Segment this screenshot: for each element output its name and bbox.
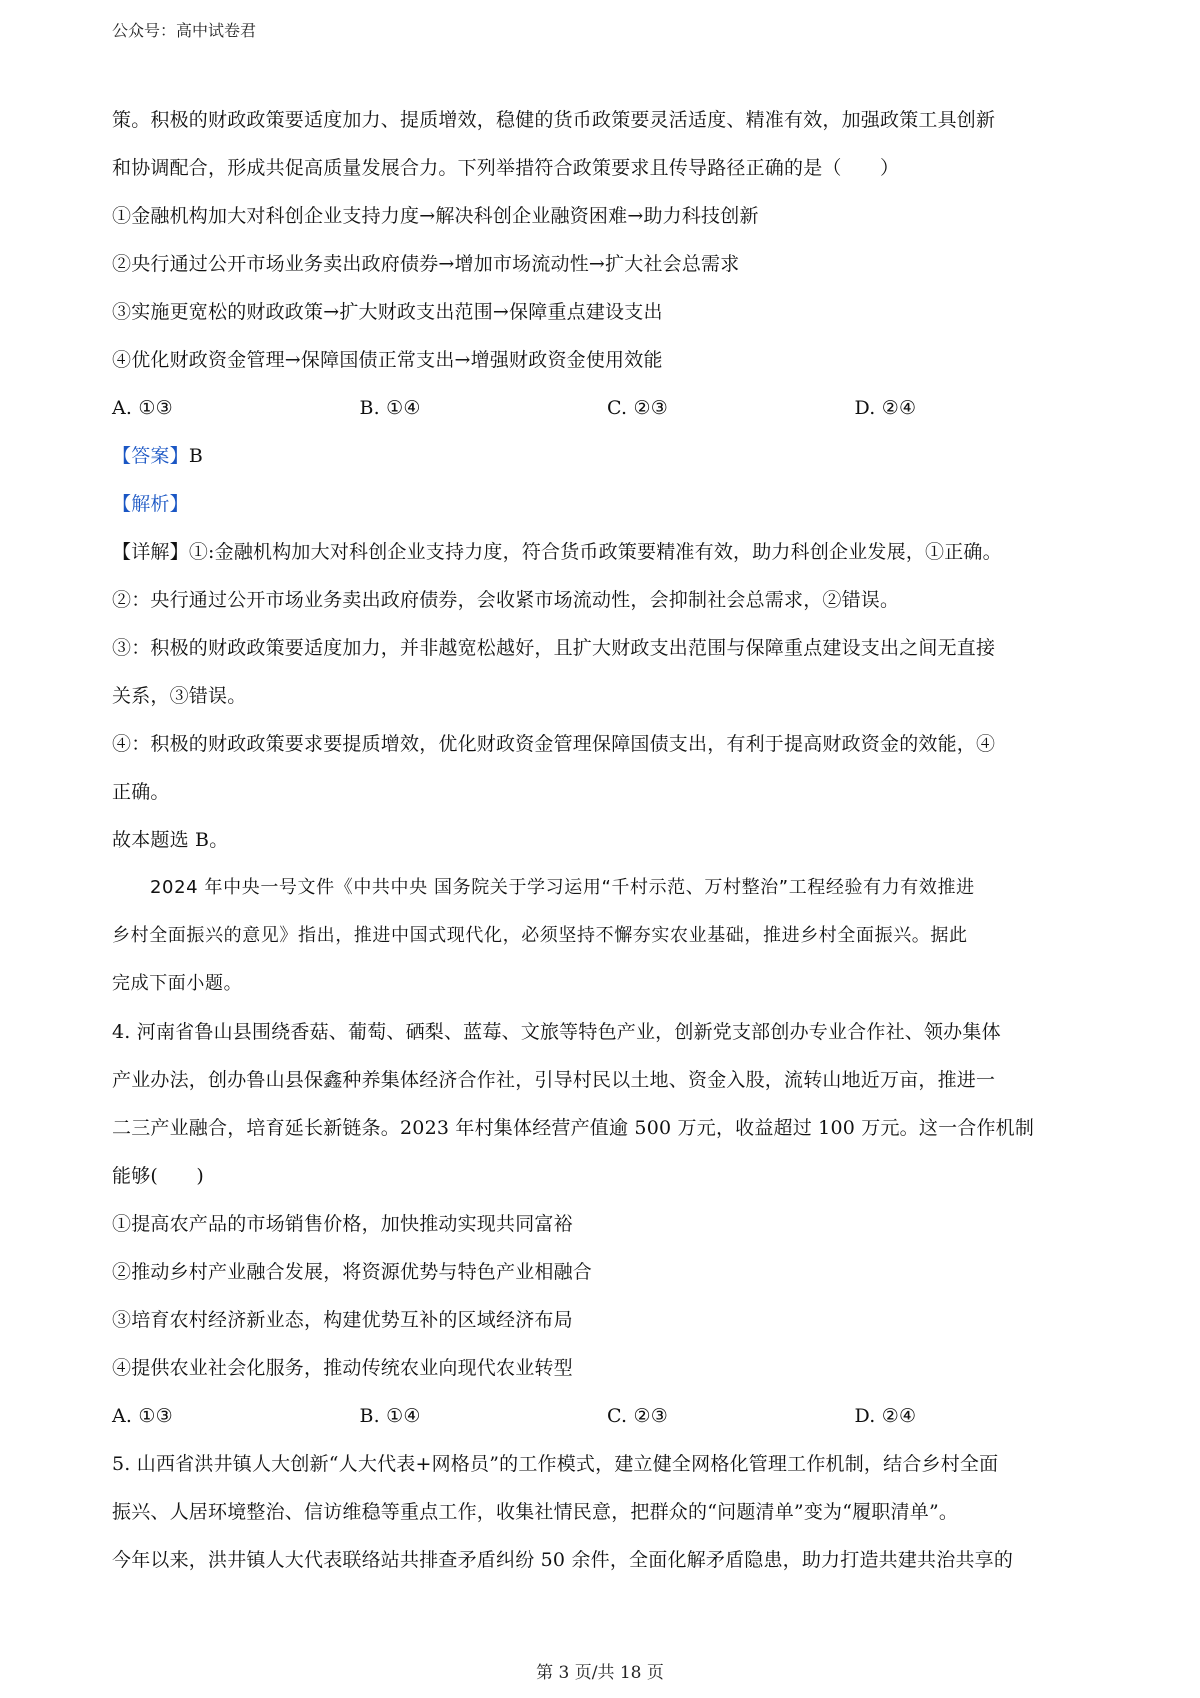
q3-stem-line: 策。积极的财政政策要适度加力、提质增效，稳健的货币政策要灵活适度、精准有效，加强政策工具创新 <box>112 109 996 131</box>
option-d: D. ②④ <box>854 1405 917 1427</box>
answer-tag: 【答案】 <box>112 445 189 467</box>
detail-tag: 【详解】 <box>112 541 189 563</box>
detail-line: ②：央行通过公开市场业务卖出政府债券，会收紧市场流动性，会抑制社会总需求，②错误。 <box>112 589 900 611</box>
q3-item: ④优化财政资金管理→保障国债正常支出→增强财政资金使用效能 <box>112 349 663 371</box>
q3-item: ③实施更宽松的财政政策→扩大财政支出范围→保障重点建设支出 <box>112 301 663 323</box>
page-footer: 第 3 页/共 18 页 <box>536 1663 664 1683</box>
q4-stem-line: 二三产业融合，培育延长新链条。2023 年村集体经营产值逾 500 万元，收益超过 100 万元。这一合作机制 <box>112 1117 1035 1139</box>
detail-line: ③：积极的财政政策要适度加力，并非越宽松越好，且扩大财政支出范围与保障重点建设支出之间无直接 <box>112 637 996 659</box>
answer-line <box>112 432 1102 480</box>
option-a: A. ①③ <box>112 397 173 419</box>
analysis-line <box>112 480 1102 528</box>
material-passage <box>112 864 1102 1008</box>
question-3 <box>112 96 1102 864</box>
answer-value: B <box>188 445 203 467</box>
page-header: 公众号：高中试卷君 <box>112 21 257 40</box>
analysis-tag: 【解析】 <box>112 493 189 515</box>
detail-line: 故本题选 B。 <box>112 829 229 851</box>
option-b: B. ①④ <box>359 1405 421 1427</box>
q4-item: ②推动乡村产业融合发展，将资源优势与特色产业相融合 <box>112 1261 593 1283</box>
option-a: A. ①③ <box>112 1405 173 1427</box>
material-line: 乡村全面振兴的意见》指出，推进中国式现代化，必须坚持不懈夯实农业基础，推进乡村全面振兴。据此 <box>112 925 968 946</box>
detail-text: ①:金融机构加大对科创企业支持力度，符合货币政策要精准有效，助力科创企业发展，①正确。 <box>188 541 1002 563</box>
question-5 <box>112 1440 1102 1584</box>
option-b: B. ①④ <box>359 397 421 419</box>
option-d: D. ②④ <box>854 397 917 419</box>
q4-stem-line: 能够( ) <box>112 1165 205 1187</box>
detail-line: 关系，③错误。 <box>112 685 247 707</box>
detail-line: ④：积极的财政政策要求要提质增效，优化财政资金管理保障国债支出，有利于提高财政资金的效能，④ <box>112 733 996 755</box>
option-c: C. ②③ <box>607 1405 669 1427</box>
q5-stem-line: 5. 山西省洪井镇人大创新“人大代表+网格员”的工作模式，建立健全网格化管理工作机制，结合乡村全面 <box>112 1453 999 1475</box>
q3-item: ②央行通过公开市场业务卖出政府债券→增加市场流动性→扩大社会总需求 <box>112 253 740 275</box>
q3-stem-line: 和协调配合，形成共促高质量发展合力。下列举措符合政策要求且传导路径正确的是（ ） <box>112 157 900 179</box>
document-body <box>112 96 1102 1584</box>
q4-stem-line: 产业办法，创办鲁山县保鑫种养集体经济合作社，引导村民以土地、资金入股，流转山地近万亩，推进一 <box>112 1069 996 1091</box>
q4-item: ④提供农业社会化服务，推动传统农业向现代农业转型 <box>112 1357 573 1379</box>
option-c: C. ②③ <box>607 397 669 419</box>
q4-stem-line: 4. 河南省鲁山县围绕香菇、葡萄、硒梨、蓝莓、文旅等特色产业，创新党支部创办专业合作社、领办集体 <box>112 1021 1001 1043</box>
material-line: 2024 年中央一号文件《中共中央 国务院关于学习运用“千村示范、万村整治”工程经验有力有效推进 <box>150 877 975 898</box>
q5-stem-line: 振兴、人居环境整治、信访维稳等重点工作，收集社情民意，把群众的“问题清单”变为“履职清单”。 <box>112 1501 959 1523</box>
question-4 <box>112 1008 1102 1440</box>
detail-line <box>112 528 1102 576</box>
material-line: 完成下面小题。 <box>112 973 243 994</box>
q5-stem-line: 今年以来，洪井镇人大代表联络站共排查矛盾纠纷 50 余件，全面化解矛盾隐患，助力打造共建共治共享的 <box>112 1549 1014 1571</box>
q3-options <box>112 384 1102 432</box>
q4-item: ③培育农村经济新业态，构建优势互补的区域经济布局 <box>112 1309 573 1331</box>
q4-item: ①提高农产品的市场销售价格，加快推动实现共同富裕 <box>112 1213 573 1235</box>
q4-options <box>112 1392 1102 1440</box>
q3-item: ①金融机构加大对科创企业支持力度→解决科创企业融资困难→助力科技创新 <box>112 205 759 227</box>
detail-line: 正确。 <box>112 781 170 803</box>
